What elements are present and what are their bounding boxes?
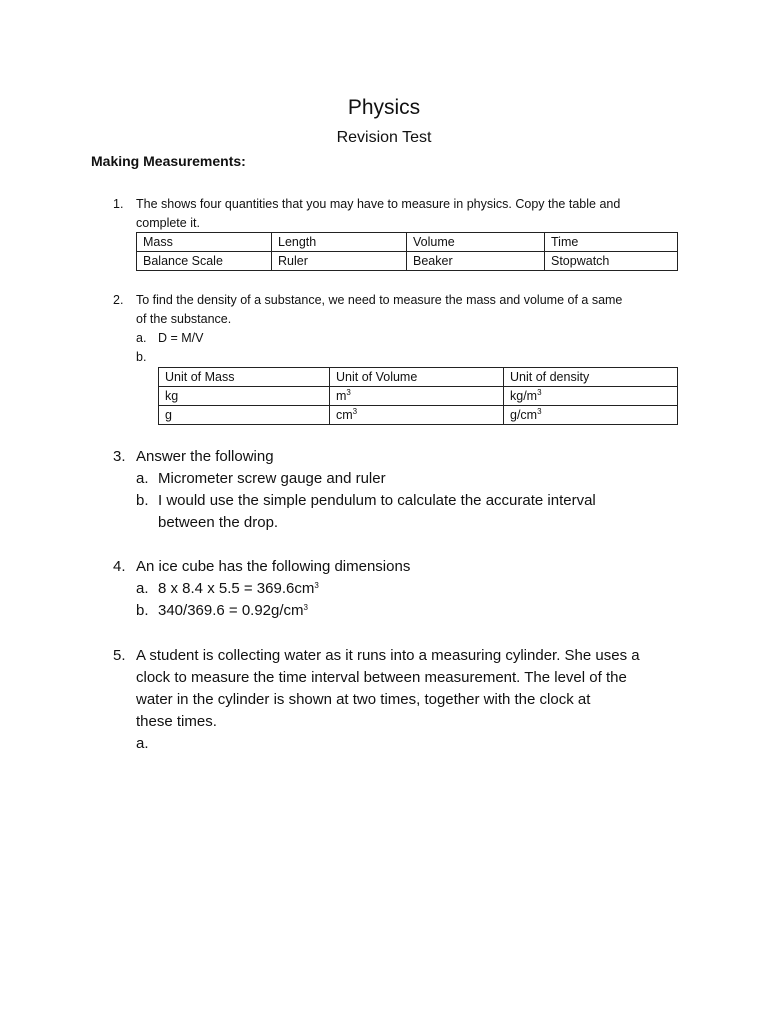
question-text: An ice cube has the following dimensions <box>136 558 411 575</box>
table-cell: $m^3$ <box>330 387 504 406</box>
answer-text: $340/369.6 = 0.92g/cm^3$ <box>158 602 308 619</box>
table-cell: Mass <box>137 233 272 252</box>
page-subtitle: Revision Test <box>336 129 432 146</box>
question-text: The shows four quantities that you may have to measure in physics. Copy the table and <box>136 197 621 211</box>
table-cell: Ruler <box>272 252 407 271</box>
sub-label: b. <box>136 492 149 509</box>
question-text: water in the cylinder is shown at two times, together with the clock at <box>136 691 591 708</box>
sub-label: a. <box>136 580 149 597</box>
table-cell: $cm^3$ <box>330 406 504 425</box>
units-table <box>158 367 678 425</box>
answer-text: I would use the simple pendulum to calculate the accurate interval between the drop. <box>158 492 596 531</box>
sub-label: a. <box>136 331 147 345</box>
table-cell: Time <box>545 233 678 252</box>
table-cell: Volume <box>407 233 545 252</box>
table-cell: Unit of Volume <box>330 368 504 387</box>
question-number: 5. <box>113 647 126 664</box>
answer-text: Micrometer screw gauge and ruler <box>158 470 386 487</box>
sub-label: a. <box>136 735 149 752</box>
question-text: A student is collecting water as it runs into a measuring cylinder. She uses a <box>136 647 640 664</box>
table-cell: Balance Scale <box>137 252 272 271</box>
question-text: clock to measure the time interval between measurement. The level of the <box>136 669 627 686</box>
table-row <box>137 252 678 271</box>
table-cell: Beaker <box>407 252 545 271</box>
quantities-table <box>136 232 678 271</box>
answer-text: D = M/V <box>158 331 204 345</box>
table-cell: $kg/m^3$ <box>504 387 678 406</box>
question-text: complete it. <box>136 216 200 230</box>
table-cell: kg <box>159 387 330 406</box>
table-cell: $g/cm^3$ <box>504 406 678 425</box>
answer-text: 8 x 8.4 x $5.5 = 369.6cm^3$ <box>158 580 319 597</box>
table-cell: Stopwatch <box>545 252 678 271</box>
sub-label: b. <box>136 602 149 619</box>
question-text: of the substance. <box>136 312 232 326</box>
page-title: Physics <box>347 96 421 119</box>
section-heading: Making Measurements: <box>91 153 246 169</box>
table-cell: Unit of Mass <box>159 368 330 387</box>
table-row <box>137 233 678 252</box>
question-number: 3. <box>113 448 126 465</box>
question-text: Answer the following <box>136 448 274 465</box>
question-text: To find the density of a substance, we need to measure the mass and volume of a same <box>136 293 623 307</box>
question-number: 4. <box>113 558 126 575</box>
question-number: 1. <box>113 197 124 211</box>
table-row <box>159 406 678 425</box>
table-cell: Unit of density <box>504 368 678 387</box>
table-cell: g <box>159 406 330 425</box>
table-row <box>159 387 678 406</box>
question-number: 2. <box>113 293 124 307</box>
table-row <box>159 368 678 387</box>
table-cell: Length <box>272 233 407 252</box>
question-text: these times. <box>136 713 217 730</box>
sub-label: a. <box>136 470 149 487</box>
sub-label: b. <box>136 350 147 364</box>
